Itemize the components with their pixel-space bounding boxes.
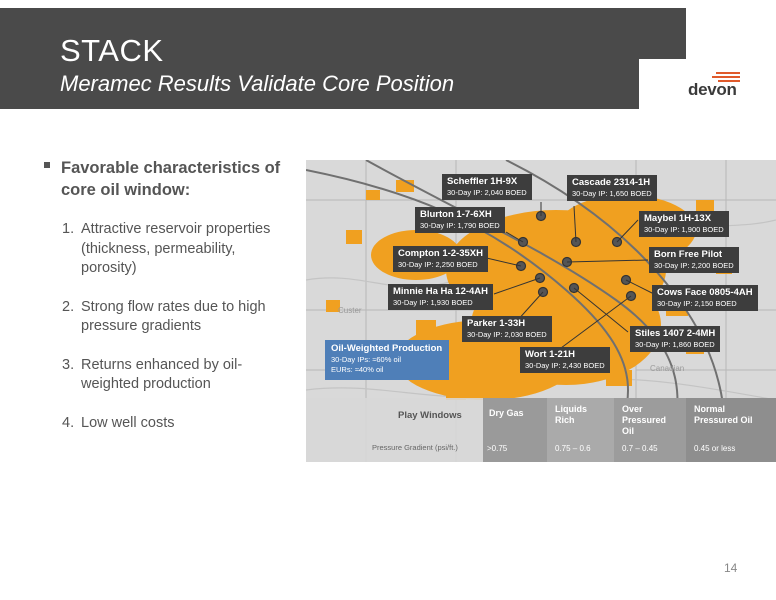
window-dry-gas: Dry Gas >0.75: [483, 398, 547, 462]
list-item: 1. Attractive reservoir properties (thickness, permeability, porosity): [62, 221, 271, 276]
window-normal-pressured-oil: Normal Pressured Oil 0.45 or less: [686, 398, 776, 462]
well-label-blurton: Blurton 1-7-6XH 30-Day IP: 1,790 BOED: [415, 207, 505, 233]
bullet-square-icon: [44, 162, 50, 168]
page-title: STACK: [60, 33, 164, 68]
play-windows-legend: [306, 398, 776, 462]
bullet-heading: Favorable characteristics of core oil window:: [61, 159, 281, 199]
well-label-cascade: Cascade 2314-1H 30-Day IP: 1,650 BOED: [567, 175, 657, 201]
play-windows-label: Play Windows: [398, 410, 462, 421]
oil-weighted-production-box: Oil-Weighted Production 30-Day IPs: ≈60% oil EURs: ≈40% oil: [325, 340, 449, 380]
window-liquids-rich: Liquids Rich 0.75 – 0.6: [547, 398, 614, 462]
list-item: 3. Returns enhanced by oil-weighted production: [62, 356, 243, 392]
window-over-pressured-oil: Over Pressured Oil 0.7 – 0.45: [614, 398, 686, 462]
logo-text: devon: [688, 80, 737, 99]
well-label-wort: Wort 1-21H 30-Day IP: 2,430 BOED: [520, 347, 610, 373]
well-label-cows-face: Cows Face 0805-4AH 30-Day IP: 2,150 BOED: [652, 285, 758, 311]
well-label-parker: Parker 1-33H 30-Day IP: 2,030 BOED: [462, 316, 552, 342]
well-label-scheffler: Scheffler 1H-9X 30-Day IP: 2,040 BOED: [442, 174, 532, 200]
pressure-gradient-label: Pressure Gradient (psi/ft.): [372, 443, 458, 452]
numbered-list: [62, 220, 282, 452]
well-label-stiles: Stiles 1407 2-4MH 30-Day IP: 1,860 BOED: [630, 326, 720, 352]
well-label-compton: Compton 1-2-35XH 30-Day IP: 2,250 BOED: [393, 246, 488, 272]
list-item: 4. Low well costs: [62, 414, 175, 431]
canadian-label: Canadian: [650, 364, 685, 373]
page-number: 14: [724, 561, 738, 575]
well-label-maybel: Maybel 1H-13X 30-Day IP: 1,900 BOED: [639, 211, 729, 237]
page-subtitle: Meramec Results Validate Core Position: [60, 71, 455, 96]
custer-label: Custer: [338, 306, 362, 315]
well-label-minnie-ha-ha: Minnie Ha Ha 12-4AH 30-Day IP: 1,930 BOED: [388, 284, 493, 310]
well-label-born-free: Born Free Pilot 30-Day IP: 2,200 BOED: [649, 247, 739, 273]
list-item: 2. Strong flow rates due to high pressure gradients: [62, 298, 266, 334]
